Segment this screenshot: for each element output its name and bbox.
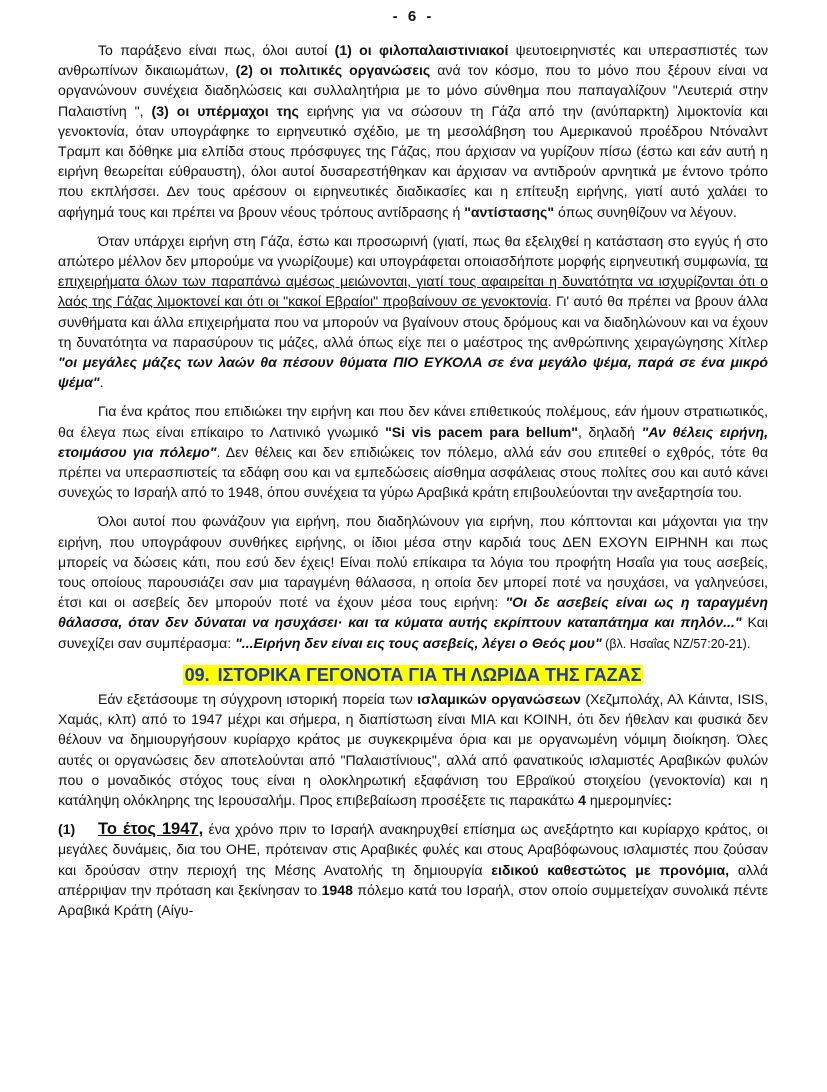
section-heading-highlight [183,665,644,685]
paragraph-1 [58,40,768,222]
text: (Χεζμπολάχ, Αλ Κάιντα, ISIS, Χαμάς, κλπ) από το 1947 μέχρι και σήμερα, η διαπίστωση είναι ΜΙΑ και ΚΟΙΝΗ, ότι δεν ήθελαν και φυσικά δεν θέλουν να δημιουργήσουν κυρίαρχο κράτος με συγκεκριμένα όρια και με οργανωμένη νόμιμη διοίκηση. Όλες αυτές οι οργανώσεις δεν αποτελούνται από "Παλαιστίνιους", αλλά από φανατικούς ισλαμιστές Αραβικών φυλών που ο μοναδικός στόχος τους είναι η ολοκληρωτική εξαφάνιση του Εβραϊκού στοιχείου (γενοκτονία) και η κατάληψη ολόκληρης της Ιερουσαλήμ. Προς επιβεβαίωση προσέξετε τις παρακάτω [58,690,768,808]
section-heading [58,663,768,687]
section-title: ΙΣΤΟΡΙΚΑ ΓΕΓΟΝΟΤΑ ΓΙΑ ΤΗ ΛΩΡΙΔΑ ΤΗΣ ΓΑΖΑΣ [217,664,642,685]
bold-text: (1) οι φιλοπαλαιστινιακοί [334,42,509,58]
bible-reference: (βλ. Ησαΐας ΝΖ/57:20-21). [601,636,751,651]
text: Το παράξενο είναι πως, όλοι αυτοί [98,42,335,58]
text: Για ένα κράτος που επιδιώκει την ειρήνη και που δεν κάνει επιθετικούς πολέμους, εάν ήμουν στρατιωτικός, θα έλεγα πως είναι επίκαιρο το Λατινικό γνωμικό [58,403,768,440]
bold-text: "αντίστασης" [464,203,555,220]
bold-text: 4 [578,791,586,808]
paragraph-4 [58,511,768,653]
text: , δηλαδή [577,423,642,440]
list-item [58,819,768,920]
text: ειρήνης για να σώσουν τη Γάζα από την (ανύπαρκτη) λιμοκτονία και γενοκτονία, όταν υπογράφηκε το ειρηνευτικό σχέδιο, με τη μεσολάβηση του Αμερικανού προέδρου Ντόναλντ Τραμπ και δόθηκε μια ελπίδα στους πρόσφυγες της Γάζας, που άρχισαν να γυρίζουν πίσω (έστω και εάν αυτή η ειρήνη θεωρείται εύθραυστη), όλοι αυτοί δυσαρεστήθηκαν και άρχισαν να αντιδρούν αρνητικά με έντονο τρόπο που εκπλήσσει. Δεν τους αρέσουν οι ειρηνευτικές διαδικασίες και η επίτευξη ειρήνης, γιατί αυτό χαλάει το αφήγημά τους και πρέπει να βρουν νέους τρόπους αντίδρασης ή [58,102,768,220]
bold-text: : [667,791,672,808]
list-item-number: (1) [58,821,76,838]
page-number: - 6 - [392,8,435,25]
text: όπως συνηθίζουν να λέγουν. [554,203,737,220]
section-number: 09. [184,664,210,685]
text: ψευτοειρηνιστές και υπερασπιστές των ανθρωπίνων δικαιωμάτων, [58,42,769,79]
text: πόλεμο κατά του Ισραήλ, στον οποίο συμμετείχαν συνολικά πέντε Αραβικά Κράτη (Αίγυ- [58,881,769,918]
bold-text: ειδικού καθεστώτος με προνόμια, [491,861,730,878]
bold-text: (2) οι πολιτικές οργανώσεις [235,62,431,79]
quote: "...Ειρήνη δεν είναι εις τους ασεβείς, λέγει ο Θεός μου" [235,634,602,651]
latin-quote: "Si vis pacem para bellum" [385,423,578,440]
paragraph-5 [58,689,768,810]
text: ανά τον κόσμο, που το μόνο που ξέρουν είναι να οργανώνουν συνέχεια διαδηλώσεις και συλλαλητήρια με το μόνο σύνθημα που παπαγαλίζουν "Λευτεριά στην Παλαιστίνη ", [58,62,768,119]
quote: "οι μεγάλες μάζες των λαών θα πέσουν θύματα ΠΙΟ ΕΥΚΟΛΑ σε ένα μεγάλο ψέμα, παρά σε ένα μικρό ψέμα" [58,354,768,391]
text: Όλοι αυτοί που φωνάζουν για ειρήνη, που διαδηλώνουν για ειρήνη, που κόπτονται και μάχονται για την ειρήνη, που υπογράφουν συνθήκες ειρήνης, οι ίδιοι μέσα στην καρδιά τους ΔΕΝ ΕΧΟΥΝ ΕΙΡΗΝΗ και πως μπορείς να δώσεις κάτι, που εσύ δεν έχεις! Είναι πολύ επίκαιρα τα λόγια του προφήτη Ησαΐα για τους ασεβείς, τους οποίους παρουσιάζει σαν μια ταραγμένη θάλασσα, η οποία δεν μπορεί ποτέ να ησυχάσει, να γαληνεύσει, έτσι και οι ασεβείς δεν μπορούν ποτέ να έχουν μέσα τους ειρήνη: [58,513,768,611]
text: ημερομηνίες [585,791,668,808]
bold-text: (3) οι υπέρμαχοι της [151,102,299,119]
text: αλλά απέρριψαν την πρόταση και ξεκίνησαν το [58,861,769,898]
text: . [99,374,104,391]
quote: "Οι δε ασεβείς είναι ως η ταραγμένη θάλασσα, όταν δεν δύναται να ησυχάσει· και τα κύματα αυτής εκρίπτουν καταπάτημα και πηλόν..." [58,594,768,631]
document-body [58,40,768,929]
underlined-text: τα επιχειρήματα όλων των παραπάνω αμέσως μειώνονται, γιατί τους αφαιρείται η δυνατότητα να ισχυρίζονται ότι ο λαός της Γάζας λιμοκτονεί και ότι οι "κακοί Εβραίοι" προβαίνουν σε γενοκτονία [58,253,768,310]
bold-text: 1948 [321,881,353,898]
text: ένα χρόνο πριν το Ισραήλ ανακηρυχθεί επίσημα ως ανεξάρτητο και κυρίαρχο κράτος, οι μεγάλες δυνάμεις, δια του ΟΗΕ, πρότειναν στις Αραβικές φυλές και στους Αραβόφωνους ισλαμιστές που ζούσαν και δρούσαν στην περιοχή της Μέσης Ανατολής τη δημιουργία [58,821,768,878]
list-item-title: Το έτος 1947, [98,820,204,839]
paragraph-2 [58,231,768,393]
text: . Γι' αυτό θα πρέπει να βρουν άλλα συνθήματα και άλλα επιχειρήματα που να μπορούν να βγαίνουν στους δρόμους και να διαδηλώνουν και να έχουν τη δυνατότητα να παρασύρουν τις μάζες, αλλά όπως είχε πει ο μαέστρος της ανθρώπινης χειραγώγησης Χίτλερ [58,293,768,350]
quote: "Αν θέλεις ειρήνη, ετοιμάσου για πόλεμο" [58,423,768,460]
text: . Δεν θέλεις και δεν επιδιώκεις τον πόλεμο, αλλά εάν σου επιτεθεί ο εχθρός, τότε θα πρέπει να υπερασπιστείς τα εδάφη σου και να εμπεδώσεις αίσθημα ασφάλειας στους πολίτες σου και αυτό κάνει συνεχώς το Ισραήλ από το 1948, όπου συνέχεια τα γύρω Αραβικά κράτη επιβουλεύονται την ανεξαρτησία του. [58,443,769,501]
text: Και συνεχίζει σαν συμπέρασμα: [58,614,768,651]
text: Όταν υπάρχει ειρήνη στη Γάζα, έστω και προσωρινή (γιατί, πως θα εξελιχθεί η κατάσταση στο εγγύς ή στο απώτερο μέλλον δεν μπορούμε να γνωρίζουμε) και υπογράφεται οποιασδήποτε μορφής ειρηνευτική συμφωνία, [58,232,768,270]
text: Εάν εξετάσουμε τη σύγχρονη ιστορική πορεία των [98,690,418,707]
paragraph-3 [58,401,768,502]
bold-text: ισλαμικών οργανώσεων [417,690,581,707]
